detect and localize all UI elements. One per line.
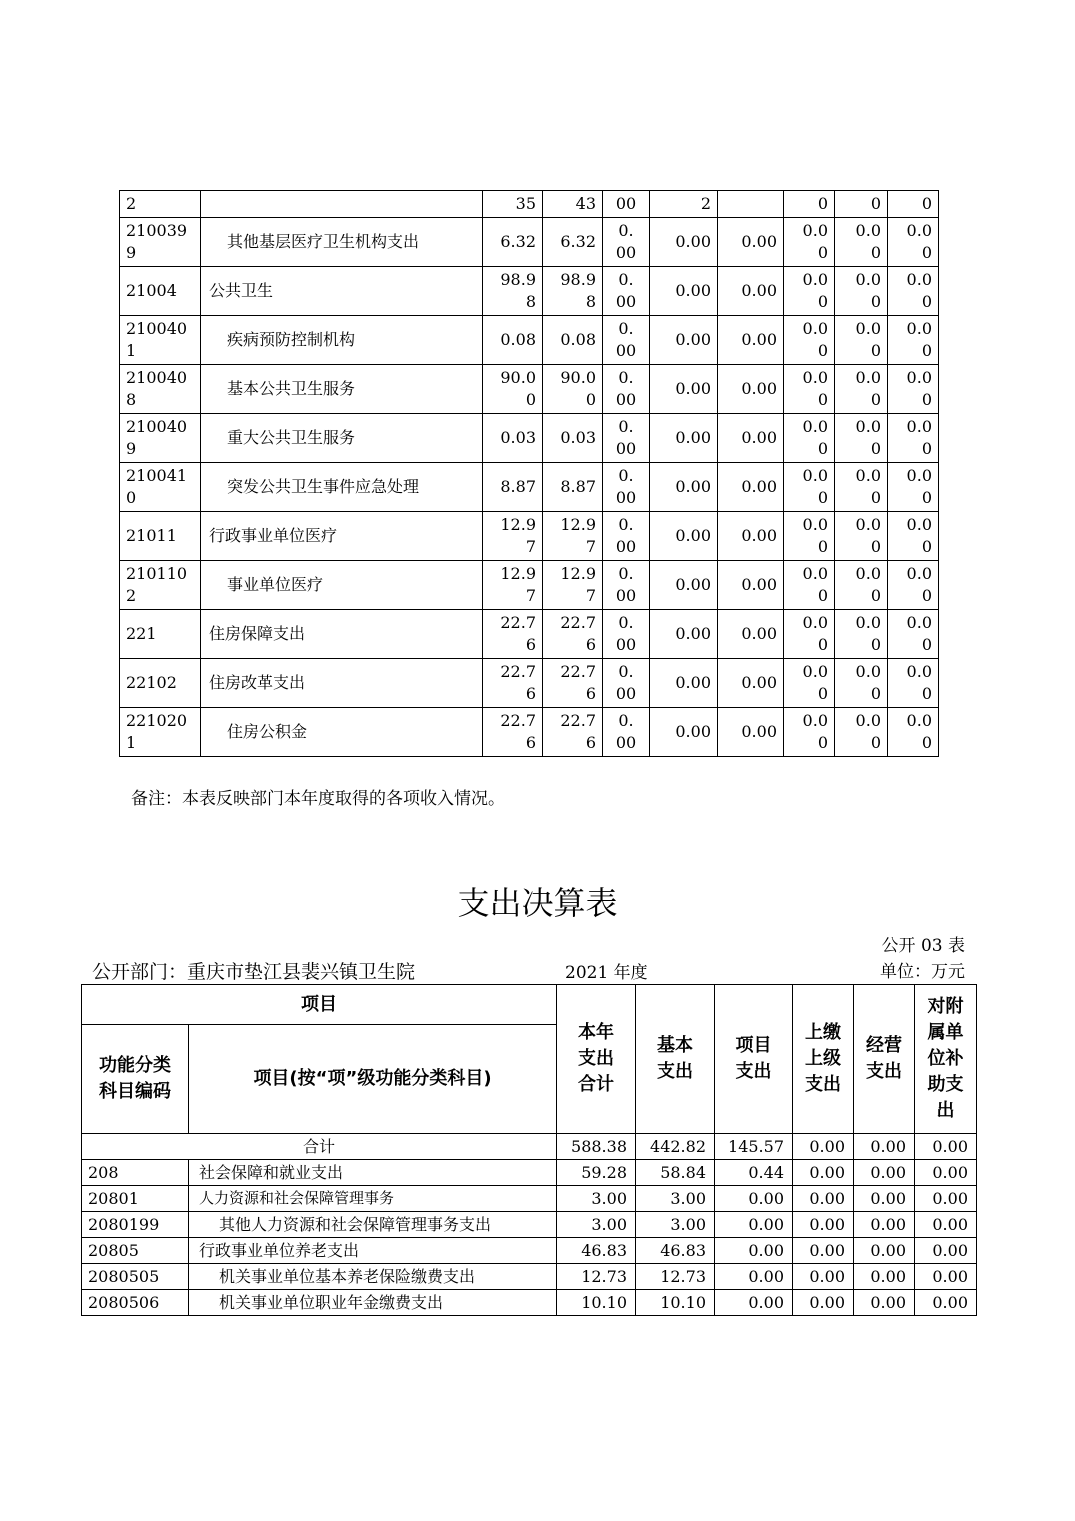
value-cell: 0.0 0 <box>888 316 939 365</box>
value-cell: 0.0 0 <box>835 316 888 365</box>
department-label: 公开部门：重庆市垫江县裴兴镇卫生院 <box>92 961 416 983</box>
name-cell: 行政事业单位养老支出 <box>189 1238 557 1264</box>
table-cell: 2 <box>120 191 201 218</box>
value-cell: 0.00 <box>718 316 784 365</box>
value-cell: 0.08 <box>483 316 543 365</box>
code-cell: 210040 9 <box>120 414 201 463</box>
name-cell: 行政事业单位医疗 <box>201 512 483 561</box>
value-cell: 0.0 0 <box>784 512 835 561</box>
name-cell: 基本公共卫生服务 <box>201 365 483 414</box>
value-cell: 8.87 <box>483 463 543 512</box>
value-cell: 0. 00 <box>603 659 650 708</box>
value-cell: 12.9 7 <box>543 512 603 561</box>
value-cell: 59.28 <box>557 1160 636 1186</box>
name-cell: 事业单位医疗 <box>201 561 483 610</box>
value-cell: 0.0 0 <box>888 267 939 316</box>
value-cell: 442.82 <box>636 1134 715 1160</box>
value-cell: 0.0 0 <box>888 365 939 414</box>
value-cell: 0.00 <box>854 1160 915 1186</box>
value-cell: 12.9 7 <box>483 512 543 561</box>
name-cell: 重大公共卫生服务 <box>201 414 483 463</box>
value-cell: 0.00 <box>715 1264 793 1290</box>
value-cell: 0.0 0 <box>835 708 888 757</box>
code-cell: 2080199 <box>82 1212 189 1238</box>
value-cell: 0.0 0 <box>888 218 939 267</box>
name-cell: 其他人力资源和社会保障管理事务支出 <box>189 1212 557 1238</box>
value-cell: 0.00 <box>793 1134 854 1160</box>
value-cell: 8.87 <box>543 463 603 512</box>
value-cell: 0. 00 <box>603 512 650 561</box>
code-cell: 210039 9 <box>120 218 201 267</box>
value-cell: 0.00 <box>915 1212 977 1238</box>
value-cell: 0.00 <box>793 1238 854 1264</box>
value-cell: 3.00 <box>636 1186 715 1212</box>
code-cell: 20805 <box>82 1238 189 1264</box>
value-cell: 0.00 <box>793 1160 854 1186</box>
value-cell: 0.00 <box>715 1238 793 1264</box>
table-row <box>120 365 939 414</box>
code-cell: 210041 0 <box>120 463 201 512</box>
value-cell: 0.0 0 <box>835 463 888 512</box>
value-cell: 46.83 <box>557 1238 636 1264</box>
value-cell: 0.00 <box>793 1290 854 1316</box>
value-cell: 0.0 0 <box>784 365 835 414</box>
value-cell: 0.00 <box>718 463 784 512</box>
value-cell: 0.00 <box>915 1134 977 1160</box>
value-cell: 0.00 <box>715 1212 793 1238</box>
table-cell: 2 <box>650 191 718 218</box>
value-cell: 0.00 <box>718 218 784 267</box>
header-upper: 上缴 上级 支出 <box>793 985 854 1134</box>
value-cell: 0.00 <box>715 1186 793 1212</box>
value-cell: 0.0 0 <box>888 659 939 708</box>
value-cell: 0.0 0 <box>784 561 835 610</box>
value-cell: 3.00 <box>636 1212 715 1238</box>
value-cell: 6.32 <box>543 218 603 267</box>
value-cell: 0.00 <box>718 512 784 561</box>
expense-table <box>81 984 977 1316</box>
value-cell: 0.00 <box>650 610 718 659</box>
code-cell: 208 <box>82 1160 189 1186</box>
total-row <box>82 1134 977 1160</box>
code-cell: 21004 <box>120 267 201 316</box>
table-row <box>120 414 939 463</box>
header-item: 项目(按“项”级功能分类科目) <box>189 1025 557 1134</box>
value-cell: 10.10 <box>557 1290 636 1316</box>
value-cell: 0.00 <box>718 267 784 316</box>
value-cell: 0.0 0 <box>888 463 939 512</box>
value-cell: 0.00 <box>793 1264 854 1290</box>
table-row <box>120 463 939 512</box>
value-cell: 0.00 <box>650 659 718 708</box>
name-cell: 住房改革支出 <box>201 659 483 708</box>
table-row <box>82 1264 977 1290</box>
value-cell: 58.84 <box>636 1160 715 1186</box>
value-cell: 12.73 <box>557 1264 636 1290</box>
header-basic: 基本 支出 <box>636 985 715 1134</box>
value-cell: 0.00 <box>718 708 784 757</box>
code-cell: 210110 2 <box>120 561 201 610</box>
code-cell: 2080506 <box>82 1290 189 1316</box>
code-cell: 221 <box>120 610 201 659</box>
value-cell: 0.00 <box>915 1160 977 1186</box>
table-row <box>82 1160 977 1186</box>
value-cell: 22.7 6 <box>483 708 543 757</box>
value-cell: 0. 00 <box>603 561 650 610</box>
code-cell: 210040 1 <box>120 316 201 365</box>
value-cell: 22.7 6 <box>483 659 543 708</box>
name-cell: 机关事业单位基本养老保险缴费支出 <box>189 1264 557 1290</box>
value-cell: 0.00 <box>650 708 718 757</box>
value-cell: 0.0 0 <box>784 218 835 267</box>
header-subsidy: 对附 属单 位补 助支 出 <box>915 985 977 1134</box>
value-cell: 0.03 <box>543 414 603 463</box>
name-cell: 人力资源和社会保障管理事务 <box>189 1186 557 1212</box>
table-cell: 35 <box>483 191 543 218</box>
value-cell: 0. 00 <box>603 267 650 316</box>
value-cell: 0. 00 <box>603 365 650 414</box>
value-cell: 0.03 <box>483 414 543 463</box>
table-row <box>120 659 939 708</box>
value-cell: 12.73 <box>636 1264 715 1290</box>
value-cell: 0.00 <box>915 1186 977 1212</box>
name-cell: 突发公共卫生事件应急处理 <box>201 463 483 512</box>
table-row <box>120 191 939 218</box>
value-cell: 0.00 <box>650 561 718 610</box>
name-cell: 社会保障和就业支出 <box>189 1160 557 1186</box>
value-cell: 0.08 <box>543 316 603 365</box>
table-row <box>120 316 939 365</box>
table-row <box>82 1186 977 1212</box>
value-cell: 588.38 <box>557 1134 636 1160</box>
value-cell: 22.7 6 <box>543 659 603 708</box>
value-cell: 98.9 8 <box>483 267 543 316</box>
table-row <box>120 610 939 659</box>
code-cell: 210040 8 <box>120 365 201 414</box>
unit-label: 单位：万元 <box>880 962 965 982</box>
name-cell: 机关事业单位职业年金缴费支出 <box>189 1290 557 1316</box>
value-cell: 0.00 <box>650 414 718 463</box>
code-cell: 22102 <box>120 659 201 708</box>
value-cell: 0.00 <box>793 1186 854 1212</box>
value-cell: 0.00 <box>650 267 718 316</box>
value-cell: 3.00 <box>557 1212 636 1238</box>
value-cell: 22.7 6 <box>483 610 543 659</box>
value-cell: 145.57 <box>715 1134 793 1160</box>
value-cell: 0.00 <box>854 1134 915 1160</box>
value-cell: 0.0 0 <box>835 218 888 267</box>
value-cell: 0. 00 <box>603 610 650 659</box>
value-cell: 12.9 7 <box>543 561 603 610</box>
table-row <box>82 1290 977 1316</box>
table-note: 备注：本表反映部门本年度取得的各项收入情况。 <box>131 789 505 809</box>
table-row <box>120 218 939 267</box>
value-cell: 90.0 0 <box>543 365 603 414</box>
code-cell: 20801 <box>82 1186 189 1212</box>
value-cell: 0.00 <box>650 218 718 267</box>
table-cell <box>201 191 483 218</box>
value-cell: 10.10 <box>636 1290 715 1316</box>
value-cell: 46.83 <box>636 1238 715 1264</box>
table-row <box>120 561 939 610</box>
value-cell: 0.0 0 <box>835 512 888 561</box>
value-cell: 0.00 <box>718 561 784 610</box>
value-cell: 0.44 <box>715 1160 793 1186</box>
value-cell: 0.0 0 <box>888 414 939 463</box>
value-cell: 0.0 0 <box>835 561 888 610</box>
table-row <box>120 512 939 561</box>
value-cell: 3.00 <box>557 1186 636 1212</box>
header-project-expense: 项目 支出 <box>715 985 793 1134</box>
total-label: 合计 <box>82 1134 557 1160</box>
name-cell: 公共卫生 <box>201 267 483 316</box>
page-title: 支出决算表 <box>457 884 618 922</box>
value-cell: 22.7 6 <box>543 610 603 659</box>
value-cell: 0. 00 <box>603 414 650 463</box>
value-cell: 0.0 0 <box>888 708 939 757</box>
name-cell: 疾病预防控制机构 <box>201 316 483 365</box>
value-cell: 0.0 0 <box>888 512 939 561</box>
value-cell: 0.00 <box>915 1290 977 1316</box>
table-cell: 43 <box>543 191 603 218</box>
value-cell: 0.0 0 <box>835 414 888 463</box>
value-cell: 98.9 8 <box>543 267 603 316</box>
value-cell: 0. 00 <box>603 708 650 757</box>
value-cell: 0.00 <box>650 512 718 561</box>
value-cell: 0.00 <box>650 365 718 414</box>
name-cell: 住房公积金 <box>201 708 483 757</box>
value-cell: 0.00 <box>718 365 784 414</box>
value-cell: 0.0 0 <box>888 610 939 659</box>
code-cell: 221020 1 <box>120 708 201 757</box>
value-cell: 90.0 0 <box>483 365 543 414</box>
value-cell: 0.0 0 <box>784 316 835 365</box>
header-code: 功能分类 科目编码 <box>82 1025 189 1134</box>
value-cell: 0. 00 <box>603 218 650 267</box>
header-project: 项目 <box>82 985 557 1025</box>
value-cell: 0.0 0 <box>888 561 939 610</box>
value-cell: 0.00 <box>718 414 784 463</box>
value-cell: 0.00 <box>715 1290 793 1316</box>
header-business: 经营 支出 <box>854 985 915 1134</box>
value-cell: 0.00 <box>718 659 784 708</box>
value-cell: 0.00 <box>650 316 718 365</box>
code-cell: 21011 <box>120 512 201 561</box>
name-cell: 其他基层医疗卫生机构支出 <box>201 218 483 267</box>
value-cell: 0.00 <box>854 1238 915 1264</box>
value-cell: 0.00 <box>718 610 784 659</box>
value-cell: 0.0 0 <box>835 659 888 708</box>
value-cell: 0.00 <box>650 463 718 512</box>
value-cell: 0.0 0 <box>835 365 888 414</box>
income-table-continued <box>119 190 939 757</box>
table-cell <box>718 191 784 218</box>
header-total: 本年 支出 合计 <box>557 985 636 1134</box>
table-row <box>120 708 939 757</box>
table-row <box>82 1212 977 1238</box>
fiscal-year: 2021 年度 <box>565 963 648 983</box>
table-cell: 0 <box>888 191 939 218</box>
value-cell: 0.00 <box>915 1238 977 1264</box>
value-cell: 0. 00 <box>603 463 650 512</box>
value-cell: 22.7 6 <box>543 708 603 757</box>
value-cell: 0.0 0 <box>784 708 835 757</box>
value-cell: 0.00 <box>854 1212 915 1238</box>
value-cell: 0.0 0 <box>835 267 888 316</box>
value-cell: 0.00 <box>915 1264 977 1290</box>
value-cell: 0.0 0 <box>784 414 835 463</box>
value-cell: 0.00 <box>793 1212 854 1238</box>
value-cell: 6.32 <box>483 218 543 267</box>
table-row <box>120 267 939 316</box>
value-cell: 0.0 0 <box>784 659 835 708</box>
value-cell: 0.0 0 <box>784 267 835 316</box>
value-cell: 0.0 0 <box>835 610 888 659</box>
value-cell: 0.00 <box>854 1186 915 1212</box>
value-cell: 0.0 0 <box>784 463 835 512</box>
table-number: 公开 03 表 <box>881 936 965 956</box>
value-cell: 0.00 <box>854 1290 915 1316</box>
table-cell: 0 <box>835 191 888 218</box>
table-row <box>82 1238 977 1264</box>
value-cell: 12.9 7 <box>483 561 543 610</box>
value-cell: 0.0 0 <box>784 610 835 659</box>
value-cell: 0. 00 <box>603 316 650 365</box>
table-cell: 00 <box>603 191 650 218</box>
code-cell: 2080505 <box>82 1264 189 1290</box>
name-cell: 住房保障支出 <box>201 610 483 659</box>
value-cell: 0.00 <box>854 1264 915 1290</box>
table-cell: 0 <box>784 191 835 218</box>
